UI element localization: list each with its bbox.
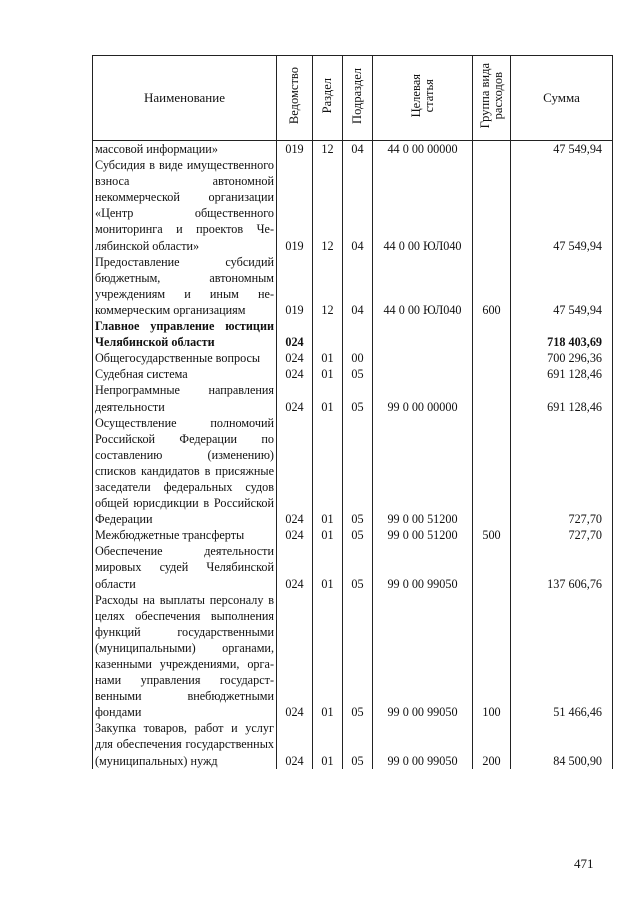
cell-sum: 47 549,94 [511, 141, 613, 158]
cell-sum: 84 500,90 [511, 720, 613, 768]
cell-subsection: 04 [343, 141, 373, 158]
header-sum: Сумма [511, 56, 613, 141]
cell-section: 01 [313, 415, 343, 528]
cell-target: 44 0 00 00000 [373, 141, 473, 158]
cell-target [373, 350, 473, 366]
table-row [93, 415, 613, 528]
cell-department: 024 [277, 382, 313, 414]
cell-expense-group [473, 350, 511, 366]
cell-section: 12 [313, 157, 343, 254]
table-row [93, 350, 613, 366]
table-row [93, 366, 613, 382]
table-row [93, 318, 613, 350]
table-row [93, 527, 613, 543]
cell-target: 99 0 00 00000 [373, 382, 473, 414]
table-row [93, 254, 613, 318]
cell-expense-group: 600 [473, 254, 511, 318]
cell-target: 99 0 00 99050 [373, 543, 473, 591]
cell-department: 024 [277, 543, 313, 591]
cell-section: 01 [313, 720, 343, 768]
cell-subsection: 05 [343, 720, 373, 768]
cell-section: 01 [313, 592, 343, 721]
cell-department: 024 [277, 366, 313, 382]
cell-subsection: 05 [343, 415, 373, 528]
table-row [93, 543, 613, 591]
cell-expense-group [473, 318, 511, 350]
cell-sum: 718 403,69 [511, 318, 613, 350]
table-header [93, 56, 613, 141]
cell-sum: 47 549,94 [511, 157, 613, 254]
cell-name: Главное управление юстиции Челябинской области [93, 318, 277, 350]
table-row [93, 720, 613, 768]
cell-expense-group [473, 415, 511, 528]
cell-name: Закупка товаров, работ и услуг для обеспечения государственных (муниципальных) нужд [93, 720, 277, 768]
cell-subsection: 05 [343, 382, 373, 414]
cell-target: 44 0 00 ЮЛ040 [373, 254, 473, 318]
cell-expense-group [473, 543, 511, 591]
budget-table [92, 55, 613, 769]
cell-subsection: 00 [343, 350, 373, 366]
cell-name: Межбюджетные трансферты [93, 527, 277, 543]
cell-section: 01 [313, 543, 343, 591]
cell-sum: 51 466,46 [511, 592, 613, 721]
cell-name: массовой информации» [93, 141, 277, 158]
cell-department: 024 [277, 318, 313, 350]
header-name: Наименование [93, 56, 277, 141]
cell-name: Осуществление полномочий Российской Федерации по составлению (изменению) списков кандидатов в присяжные заседатели федеральных судов общей юрисдикции в Российской Федерации [93, 415, 277, 528]
cell-sum: 700 296,36 [511, 350, 613, 366]
cell-subsection: 04 [343, 157, 373, 254]
header-department: Ведомство [277, 56, 313, 141]
cell-name: Непрограммные направления деятельности [93, 382, 277, 414]
cell-target: 99 0 00 99050 [373, 592, 473, 721]
cell-name: Обеспечение деятельности мировых судей Челябинской области [93, 543, 277, 591]
cell-expense-group: 200 [473, 720, 511, 768]
cell-name: Предоставление субсидий бюджетным, автономным учреждениям и иным некоммерческим организациям [93, 254, 277, 318]
cell-section: 12 [313, 141, 343, 158]
cell-department: 019 [277, 157, 313, 254]
cell-name: Расходы на выплаты персоналу в целях обеспечения выполнения функций государственными (муниципальными) органами, казенными учреждениями, органами управления государственными внебюджетными фондами [93, 592, 277, 721]
cell-department: 024 [277, 527, 313, 543]
cell-name: Субсидия в виде имущественного взноса автономной некоммерческой организации «Центр общественного мониторинга и проектов Челябинской области» [93, 157, 277, 254]
cell-expense-group [473, 366, 511, 382]
cell-section: 01 [313, 350, 343, 366]
cell-section: 01 [313, 366, 343, 382]
header-section: Раздел [313, 56, 343, 141]
cell-expense-group: 500 [473, 527, 511, 543]
cell-target: 44 0 00 ЮЛ040 [373, 157, 473, 254]
cell-section: 01 [313, 527, 343, 543]
header-subsection: Подраздел [343, 56, 373, 141]
cell-department: 019 [277, 141, 313, 158]
cell-department: 019 [277, 254, 313, 318]
cell-sum: 137 606,76 [511, 543, 613, 591]
cell-sum: 727,70 [511, 527, 613, 543]
cell-target: 99 0 00 51200 [373, 527, 473, 543]
cell-department: 024 [277, 720, 313, 768]
cell-section: 01 [313, 382, 343, 414]
cell-subsection: 04 [343, 254, 373, 318]
cell-name: Судебная система [93, 366, 277, 382]
cell-sum: 691 128,46 [511, 382, 613, 414]
cell-department: 024 [277, 415, 313, 528]
header-target: Целевая статья [373, 56, 473, 141]
cell-sum: 691 128,46 [511, 366, 613, 382]
cell-sum: 727,70 [511, 415, 613, 528]
cell-expense-group [473, 382, 511, 414]
cell-department: 024 [277, 350, 313, 366]
page-number: 471 [574, 856, 594, 871]
cell-target: 99 0 00 99050 [373, 720, 473, 768]
cell-department: 024 [277, 592, 313, 721]
cell-expense-group [473, 157, 511, 254]
cell-section: 12 [313, 254, 343, 318]
cell-subsection: 05 [343, 527, 373, 543]
header-expense-group: Группа вида расходов [473, 56, 511, 141]
table-row [93, 592, 613, 721]
cell-expense-group [473, 141, 511, 158]
cell-section [313, 318, 343, 350]
cell-subsection: 05 [343, 366, 373, 382]
cell-target: 99 0 00 51200 [373, 415, 473, 528]
cell-subsection: 05 [343, 543, 373, 591]
table-row [93, 157, 613, 254]
table-row [93, 141, 613, 158]
cell-name: Общегосударственные вопросы [93, 350, 277, 366]
cell-subsection [343, 318, 373, 350]
table-row [93, 382, 613, 414]
cell-expense-group: 100 [473, 592, 511, 721]
cell-target [373, 366, 473, 382]
cell-sum: 47 549,94 [511, 254, 613, 318]
cell-target [373, 318, 473, 350]
cell-subsection: 05 [343, 592, 373, 721]
table-body [93, 141, 613, 769]
